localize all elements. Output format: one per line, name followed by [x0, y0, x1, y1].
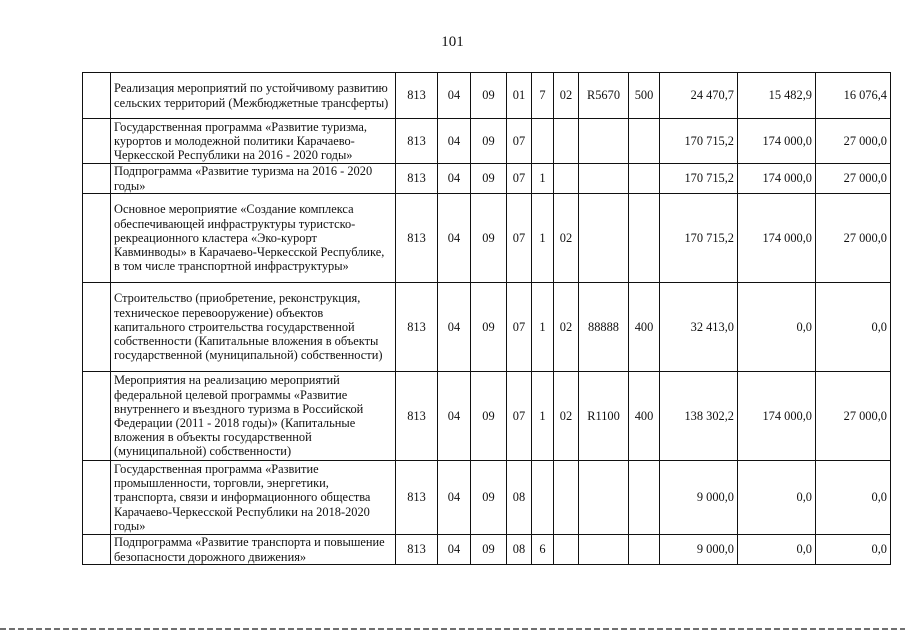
event-code-cell: 02	[554, 372, 579, 461]
subprogram-code-cell: 1	[532, 194, 554, 283]
amount-2019-cell: 15 482,9	[738, 73, 816, 119]
admin-code-cell: 813	[396, 164, 438, 194]
table-body	[83, 73, 891, 565]
expense-type-code-cell	[629, 461, 660, 535]
direction-code-cell: R5670	[579, 73, 629, 119]
table-row	[83, 194, 891, 283]
row-gutter-cell	[83, 461, 111, 535]
section-code-cell: 04	[438, 194, 471, 283]
table-row	[83, 535, 891, 565]
table-row	[83, 73, 891, 119]
admin-code-cell: 813	[396, 119, 438, 164]
amount-2018-cell: 9 000,0	[660, 535, 738, 565]
row-name-cell: Мероприятия на реализацию мероприятий федеральной целевой программы «Развитие внутреннего и въездного туризма в Российской Федерации (2011 - 2018 годы)» (Капитальные вложения в объекты государственной (муниципальной) собственности)	[111, 372, 396, 461]
amount-2018-cell: 24 470,7	[660, 73, 738, 119]
table-row	[83, 283, 891, 372]
admin-code-cell: 813	[396, 73, 438, 119]
subprogram-code-cell	[532, 119, 554, 164]
row-gutter-cell	[83, 73, 111, 119]
row-name-cell: Государственная программа «Развитие промышленности, торговли, энергетики, транспорта, связи и информационного общества Карачаево-Черкесской Республики на 2018-2020 годы»	[111, 461, 396, 535]
admin-code-cell: 813	[396, 283, 438, 372]
amount-2019-cell: 0,0	[738, 461, 816, 535]
event-code-cell	[554, 164, 579, 194]
expense-type-code-cell	[629, 194, 660, 283]
row-name-cell: Основное мероприятие «Создание комплекса обеспечивающей инфраструктуры туристско-рекреационного кластера «Эко-курорт Кавминводы» в Карачаево-Черкесской Республике, в том числе транспортной инфраструктуры»	[111, 194, 396, 283]
program-code-cell: 07	[507, 164, 532, 194]
subprogram-code-cell: 1	[532, 164, 554, 194]
subsection-code-cell: 09	[471, 535, 507, 565]
section-code-cell: 04	[438, 461, 471, 535]
amount-2018-cell: 138 302,2	[660, 372, 738, 461]
amount-2020-cell: 0,0	[816, 535, 891, 565]
amount-2020-cell: 27 000,0	[816, 194, 891, 283]
event-code-cell: 02	[554, 73, 579, 119]
table-row	[83, 461, 891, 535]
admin-code-cell: 813	[396, 372, 438, 461]
amount-2018-cell: 32 413,0	[660, 283, 738, 372]
amount-2020-cell: 0,0	[816, 283, 891, 372]
amount-2018-cell: 170 715,2	[660, 119, 738, 164]
program-code-cell: 07	[507, 283, 532, 372]
subsection-code-cell: 09	[471, 119, 507, 164]
row-gutter-cell	[83, 164, 111, 194]
row-gutter-cell	[83, 283, 111, 372]
row-name-cell: Подпрограмма «Развитие туризма на 2016 - 2020 годы»	[111, 164, 396, 194]
amount-2020-cell: 27 000,0	[816, 164, 891, 194]
amount-2018-cell: 170 715,2	[660, 194, 738, 283]
subprogram-code-cell: 1	[532, 283, 554, 372]
row-name-cell: Реализация мероприятий по устойчивому развитию сельских территорий (Межбюджетные трансферты)	[111, 73, 396, 119]
direction-code-cell	[579, 164, 629, 194]
event-code-cell	[554, 535, 579, 565]
amount-2019-cell: 174 000,0	[738, 194, 816, 283]
subsection-code-cell: 09	[471, 461, 507, 535]
section-code-cell: 04	[438, 283, 471, 372]
subsection-code-cell: 09	[471, 283, 507, 372]
direction-code-cell	[579, 461, 629, 535]
amount-2019-cell: 174 000,0	[738, 164, 816, 194]
section-code-cell: 04	[438, 119, 471, 164]
section-code-cell: 04	[438, 164, 471, 194]
section-code-cell: 04	[438, 372, 471, 461]
direction-code-cell: 88888	[579, 283, 629, 372]
program-code-cell: 07	[507, 372, 532, 461]
direction-code-cell	[579, 194, 629, 283]
subprogram-code-cell	[532, 461, 554, 535]
subsection-code-cell: 09	[471, 372, 507, 461]
program-code-cell: 07	[507, 194, 532, 283]
admin-code-cell: 813	[396, 461, 438, 535]
amount-2019-cell: 0,0	[738, 535, 816, 565]
row-gutter-cell	[83, 119, 111, 164]
row-name-cell: Государственная программа «Развитие туризма, курортов и молодежной политики Карачаево-Черкесской Республики на 2016 - 2020 годы»	[111, 119, 396, 164]
page-number: 101	[441, 34, 464, 50]
table-row	[83, 164, 891, 194]
section-code-cell: 04	[438, 73, 471, 119]
amount-2020-cell: 27 000,0	[816, 372, 891, 461]
expense-type-code-cell	[629, 164, 660, 194]
program-code-cell: 08	[507, 535, 532, 565]
admin-code-cell: 813	[396, 194, 438, 283]
subprogram-code-cell: 7	[532, 73, 554, 119]
row-gutter-cell	[83, 535, 111, 565]
subsection-code-cell: 09	[471, 194, 507, 283]
amount-2019-cell: 0,0	[738, 283, 816, 372]
amount-2020-cell: 27 000,0	[816, 119, 891, 164]
admin-code-cell: 813	[396, 535, 438, 565]
subprogram-code-cell: 6	[532, 535, 554, 565]
amount-2019-cell: 174 000,0	[738, 372, 816, 461]
subsection-code-cell: 09	[471, 164, 507, 194]
expense-type-code-cell: 400	[629, 283, 660, 372]
amount-2020-cell: 0,0	[816, 461, 891, 535]
event-code-cell: 02	[554, 283, 579, 372]
scan-edge-line	[0, 628, 905, 630]
direction-code-cell	[579, 535, 629, 565]
row-name-cell: Подпрограмма «Развитие транспорта и повышение безопасности дорожного движения»	[111, 535, 396, 565]
amount-2018-cell: 170 715,2	[660, 164, 738, 194]
amount-2020-cell: 16 076,4	[816, 73, 891, 119]
budget-table	[82, 72, 891, 565]
section-code-cell: 04	[438, 535, 471, 565]
subprogram-code-cell: 1	[532, 372, 554, 461]
event-code-cell	[554, 461, 579, 535]
expense-type-code-cell	[629, 119, 660, 164]
expense-type-code-cell: 400	[629, 372, 660, 461]
table-row	[83, 372, 891, 461]
expense-type-code-cell: 500	[629, 73, 660, 119]
row-gutter-cell	[83, 194, 111, 283]
subsection-code-cell: 09	[471, 73, 507, 119]
event-code-cell: 02	[554, 194, 579, 283]
program-code-cell: 07	[507, 119, 532, 164]
direction-code-cell: R1100	[579, 372, 629, 461]
direction-code-cell	[579, 119, 629, 164]
row-gutter-cell	[83, 372, 111, 461]
table-row	[83, 119, 891, 164]
program-code-cell: 08	[507, 461, 532, 535]
event-code-cell	[554, 119, 579, 164]
expense-type-code-cell	[629, 535, 660, 565]
program-code-cell: 01	[507, 73, 532, 119]
amount-2019-cell: 174 000,0	[738, 119, 816, 164]
amount-2018-cell: 9 000,0	[660, 461, 738, 535]
row-name-cell: Строительство (приобретение, реконструкция, техническое перевооружение) объектов капитального строительства государственной собственности (Капитальные вложения в объекты государственной (муниципальной) собственности)	[111, 283, 396, 372]
